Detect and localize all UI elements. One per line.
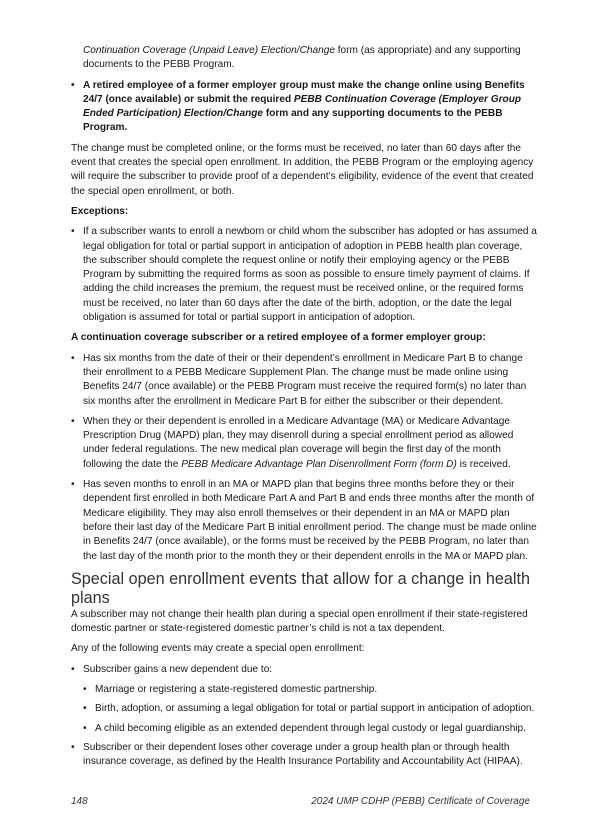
list-item: • Marriage or registering a state-registered domestic partnership. [83,683,537,697]
section-paragraph: Any of the following events may create a special open enrollment: [71,643,365,655]
page-number: 148 [71,796,88,808]
text: form and any supporting documents to the PEBB Program. [83,108,503,134]
list-item: • Subscriber gains a new dependent due to: [71,663,537,677]
exceptions-heading: Exceptions: [71,205,129,217]
events-list [71,741,537,770]
section-paragraph: A subscriber may not change their health plan during a special open enrollment if their state-registered domestic partner or state-registered domestic partner’s child is not a tax dependent. [71,608,528,635]
sub-events-list [71,683,537,736]
retired-list [71,79,537,136]
continuation-heading: A continuation coverage subscriber or a retired employee of a former employer group: [71,332,486,344]
intro-continuation [71,44,537,73]
list-item: • Subscriber or their dependent loses other coverage under a group health plan or through health insurance coverage, as defined by the Health Insurance Portability and Accountability Act (HIPAA). [71,741,537,770]
text: When they or their dependent is enrolled in a Medicare Advantage (MA) or Medicare Advantage Prescription Drug (MAPD) plan, they may disenroll during a special enrollment period as allowed under federal regulations. The new medical plan coverage will begin the first day of the month following the date the [83,415,514,470]
list-item [71,79,537,136]
page-footer [71,775,530,809]
list-item: • Has six months from the date of their or their dependent’s enrollment in Medicare Part B to change their enrollment to a PEBB Medicare Supplement Plan. The change must be made online using Benefits 24/7 (once available) or the PEBB Program must receive the required form(s) no later than six months after the enrollment in Medicare Part B for either the subscriber or their dependent. [71,352,537,409]
list-item: • Birth, adoption, or assuming a legal obligation for total or partial support in anticipation of adoption. [83,702,537,716]
change-paragraph: The change must be completed online, or the forms must be received, no later than 60 days after the event that creates the special open enrollment. In addition, the PEBB Program or the employing agency will require the subscriber to provide proof of a dependent’s eligibility, evidence of the event that created the special open enrollment, or both. [71,142,534,197]
form-name: Continuation Coverage (Unpaid Leave) Election/Change [83,45,335,56]
section-heading: Special open enrollment events that allow for a change in health plans [71,569,530,607]
text: A retired employee of a former employer group must make the change online using Benefits 24/7 (once available) or submit the required [83,79,525,105]
list-item: • A child becoming eligible as an extended dependent through legal custody or legal guardianship. [83,722,537,736]
text: is received. [456,458,511,470]
continuation-list [71,352,537,564]
page-body [71,44,537,775]
document-title: 2024 UMP CDHP (PEBB) Certificate of Coverage [311,796,530,808]
events-list [71,663,537,677]
intro-text: form (as appropriate) and any supporting documents to the PEBB Program. [83,45,521,71]
form-name: PEBB Medicare Advantage Plan Disenrollment Form (form D) [181,458,457,470]
list-item [71,415,537,472]
list-item: • Has seven months to enroll in an MA or MAPD plan that begins three months before they or their dependent first enrolled in both Medicare Part A and Part B and ends three months after the month of Medicare eligibility. They may also enroll themselves or their dependent in an MA or MAPD plan before their last day of the Medicare Part B initial enrollment period. The change must be made online in Benefits 24/7 (once available), or the forms must be received by the PEBB Program, no later than the last day of the month prior to the month they or their dependent enrolls in the MA or MAPD plan. [71,478,537,564]
list-item: • If a subscriber wants to enroll a newborn or child whom the subscriber has adopted or has assumed a legal obligation for total or partial support in anticipation of adoption in PEBB health plan coverage, the subscriber should complete the request online or notify their employing agency or the PEBB Program by submitting the required forms as soon as possible to ensure timely payment of claims. If adding the child increases the premium, the request must be received online, or the required forms must be received, no later than 60 days after the date of the birth, adoption, or the date the legal obligation is assumed for total or partial support in anticipation of adoption. [71,225,537,325]
exceptions-list [71,225,537,325]
form-name: PEBB Continuation Coverage (Employer Group Ended Participation) Election/Change [83,93,522,120]
